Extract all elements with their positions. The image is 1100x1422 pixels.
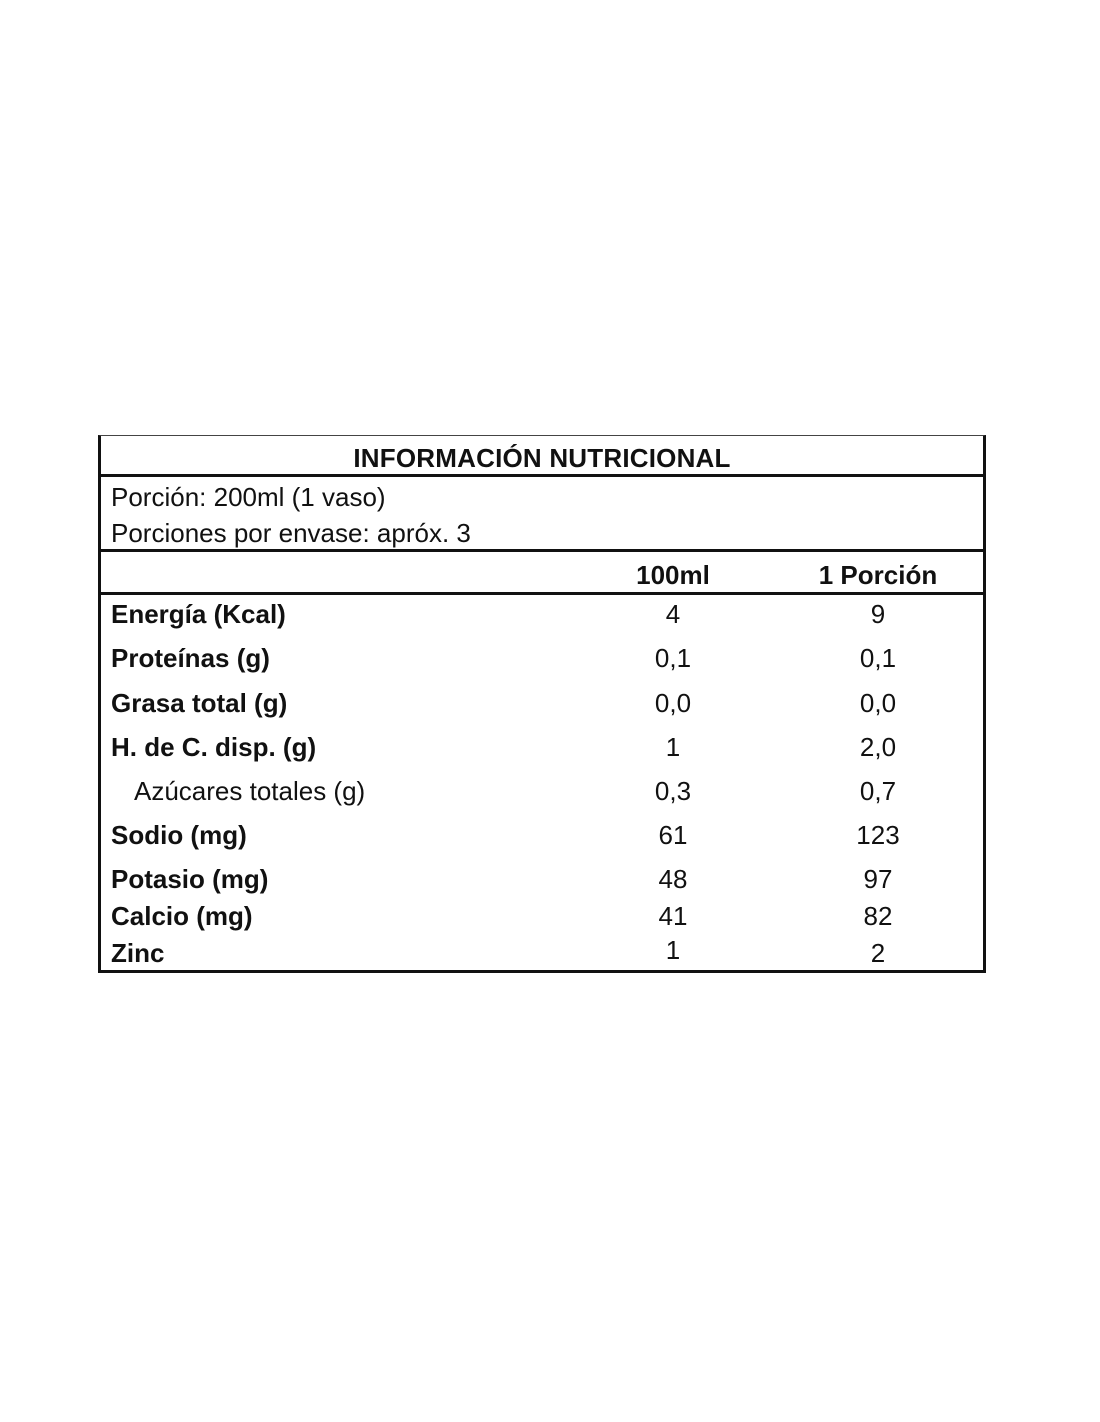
divider (101, 549, 983, 552)
value-per-100ml: 1 (665, 732, 681, 762)
value-per-100ml: 41 (658, 901, 688, 931)
servings-per-container: Porciones por envase: apróx. 3 (111, 518, 471, 548)
nutrient-row-total-sugars (101, 776, 983, 806)
nutrition-facts-panel (98, 435, 986, 973)
nutrient-name: Energía (Kcal) (111, 599, 286, 629)
nutrient-name: Zinc (111, 938, 165, 968)
value-per-portion: 97 (863, 864, 893, 894)
value-per-100ml: 0,1 (654, 643, 692, 673)
nutrient-name: Potasio (mg) (111, 864, 269, 894)
nutrient-row-total-fat (101, 688, 983, 718)
value-per-100ml: 61 (658, 820, 688, 850)
value-per-100ml: 4 (665, 599, 681, 629)
column-header-portion: 1 Porción (818, 560, 938, 590)
divider (101, 474, 983, 477)
nutrient-row-sodium (101, 820, 983, 850)
value-per-portion: 9 (870, 599, 886, 629)
value-per-portion: 2 (870, 938, 886, 968)
panel-title: INFORMACIÓN NUTRICIONAL (353, 443, 731, 473)
value-per-portion: 0,0 (859, 688, 897, 718)
value-per-portion: 82 (863, 901, 893, 931)
value-per-portion: 0,1 (859, 643, 897, 673)
nutrient-row-energy (101, 599, 983, 629)
nutrient-name: Grasa total (g) (111, 688, 288, 718)
nutrient-row-zinc (101, 935, 983, 968)
value-per-portion: 0,7 (859, 776, 897, 806)
value-per-100ml: 0,0 (654, 688, 692, 718)
nutrient-name: Azúcares totales (g) (134, 776, 366, 806)
nutrient-name: H. de C. disp. (g) (111, 732, 317, 762)
value-per-100ml: 0,3 (654, 776, 692, 806)
value-per-portion: 2,0 (859, 732, 897, 762)
value-per-portion: 123 (856, 820, 900, 850)
value-per-100ml: 48 (658, 864, 688, 894)
column-header-100ml: 100ml (636, 560, 710, 590)
nutrient-name: Calcio (mg) (111, 901, 253, 931)
divider (101, 592, 983, 595)
serving-size: Porción: 200ml (1 vaso) (111, 482, 386, 512)
nutrient-row-calcium (101, 901, 983, 931)
nutrient-name: Sodio (mg) (111, 820, 247, 850)
value-per-100ml: 1 (665, 935, 681, 965)
nutrient-row-carbohydrates (101, 732, 983, 762)
nutrient-row-protein (101, 643, 983, 673)
nutrient-name: Proteínas (g) (111, 643, 270, 673)
nutrient-row-potassium (101, 864, 983, 894)
